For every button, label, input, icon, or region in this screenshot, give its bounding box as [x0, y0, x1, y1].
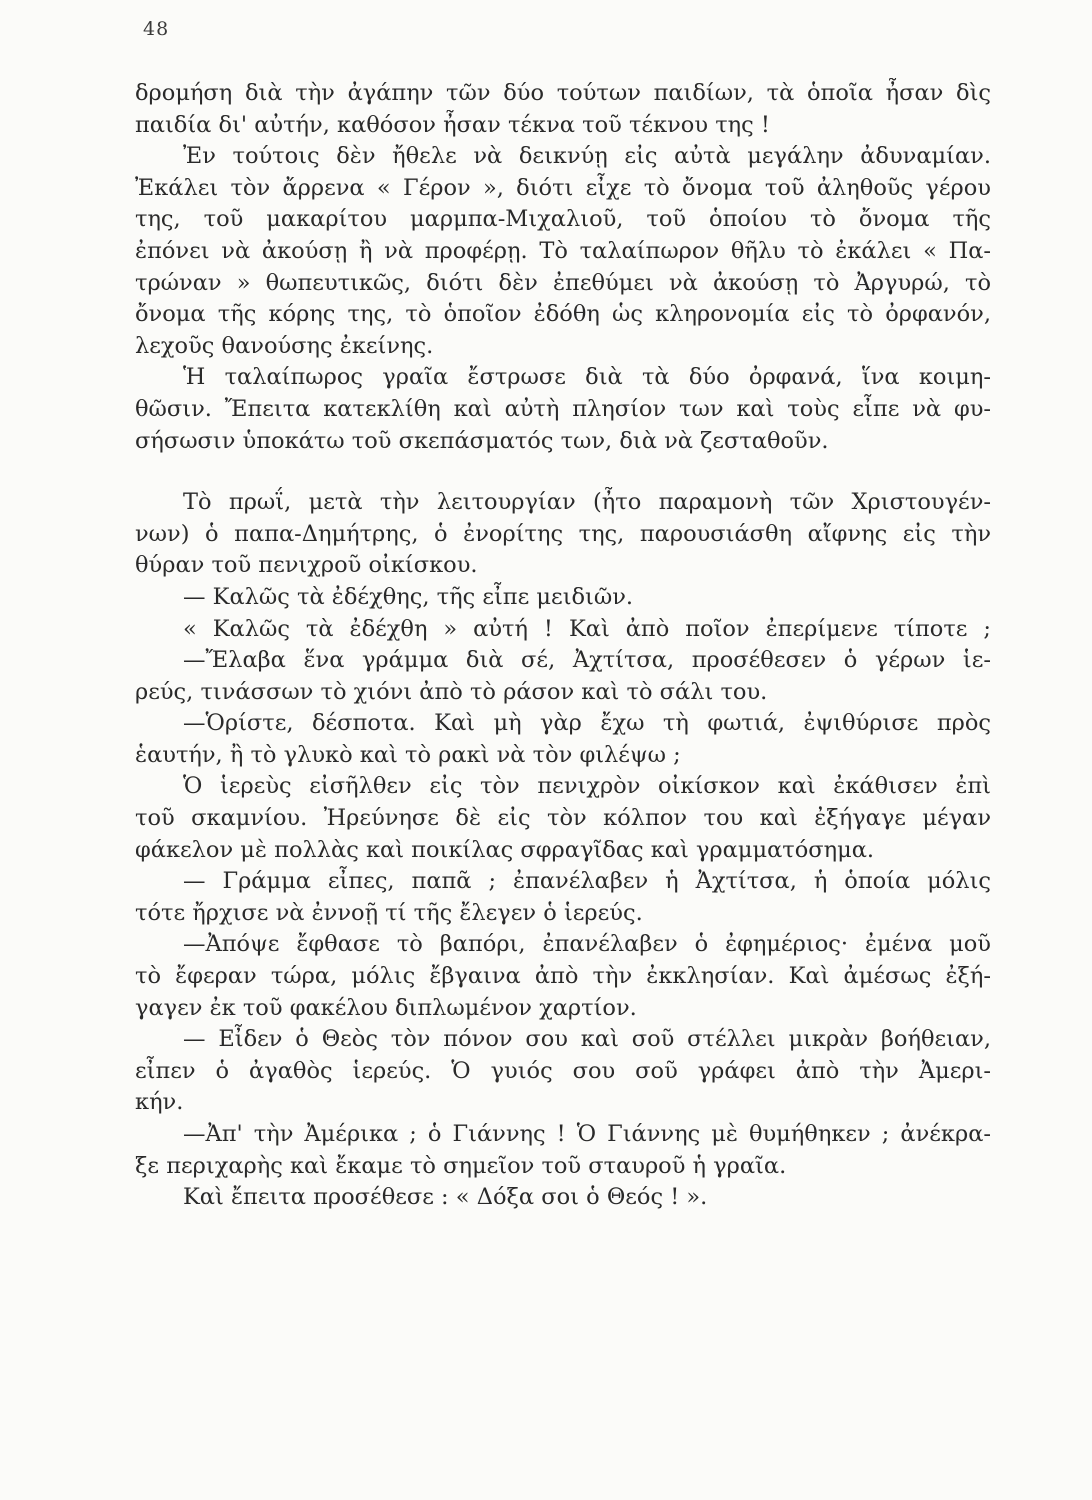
text-line: —Ἀπόψε ἔφθασε τὸ βαπόρι, ἐπανέλαβεν ὁ ἐφημέριος· ἐμένα μοῦ: [183, 931, 991, 958]
text-line: —Ἔλαβα ἕνα γράμμα διὰ σέ, Ἀχτίτσα, προσέθεσεν ὁ γέρων ἱε-: [183, 647, 991, 674]
text-line: τότε ἤρχισε νὰ ἐννοῇ τί τῆς ἔλεγεν ὁ ἱερεύς.: [135, 899, 643, 926]
text-line: Ἡ ταλαίπωρος γραῖα ἔστρωσε διὰ τὰ δύο ὀρφανά, ἵνα κοιμη-: [183, 364, 991, 391]
text-line: ρεύς, τινάσσων τὸ χιόνι ἀπὸ τὸ ράσον καὶ τὸ σάλι του.: [135, 678, 768, 705]
text-line: τὸ ἔφεραν τώρα, μόλις ἔβγαινα ἀπὸ τὴν ἐκκλησίαν. Καὶ ἀμέσως ἐξή-: [135, 963, 991, 990]
text-line: τρώναν » θωπευτικῶς, διότι δὲν ἐπεθύμει νὰ ἀκούσῃ τὸ Ἀργυρώ, τὸ: [135, 269, 991, 296]
text-line: —Ὁρίστε, δέσποτα. Καὶ μὴ γὰρ ἔχω τὴ φωτιά, ἐψιθύρισε πρὸς: [183, 710, 991, 737]
text-line: —Ἀπ' τὴν Ἀμέρικα ; ὁ Γιάννης ! Ὁ Γιάννης μὲ θυμήθηκεν ; ἀνέκρα-: [183, 1121, 991, 1147]
text-line: Ὁ ἱερεὺς εἰσῆλθεν εἰς τὸν πενιχρὸν οἰκίσκον καὶ ἐκάθισεν ἐπὶ: [183, 773, 991, 800]
text-line: ὄνομα τῆς κόρης της, τὸ ὁποῖον ἐδόθη ὡς κληρονομία εἰς τὸ ὀρφανόν,: [135, 301, 991, 328]
text-line: εἶπεν ὁ ἀγαθὸς ἱερεύς. Ὁ γυιός σου σοῦ γράφει ἀπὸ τὴν Ἀμερι-: [135, 1057, 991, 1084]
text-line: λεχοῦς θανούσης ἐκείνης.: [135, 332, 434, 359]
text-line: νων) ὁ παπα-Δημήτρης, ὁ ἐνορίτης της, παρουσιάσθη αἴφνης εἰς τὴν: [135, 520, 991, 547]
paragraph-group-1: [135, 78, 991, 457]
text-line: της, τοῦ μακαρίτου μαρμπα-Μιχαλιοῦ, τοῦ ὁποίου τὸ ὄνομα τῆς: [135, 206, 991, 233]
text-line: τοῦ σκαμνίου. Ἠρεύνησε δὲ εἰς τὸν κόλπον του καὶ ἐξήγαγε μέγαν: [135, 805, 991, 832]
text-line: ἐπόνει νὰ ἀκούσῃ ἢ νὰ προφέρῃ. Τὸ ταλαίπωρον θῆλυ τὸ ἐκάλει « Πα-: [135, 237, 991, 264]
text-line: ξε περιχαρὴς καὶ ἔκαμε τὸ σημεῖον τοῦ σταυροῦ ἡ γραῖα.: [135, 1152, 787, 1179]
text-line: Ἐν τούτοις δὲν ἤθελε νὰ δεικνύῃ εἰς αὐτὰ μεγάλην ἀδυναμίαν.: [183, 143, 991, 170]
section-gap: [135, 457, 991, 487]
text-line: φάκελον μὲ πολλὰς καὶ ποικίλας σφραγῖδας καὶ γραμματόσημα.: [135, 836, 875, 863]
text-line: — Γράμμα εἶπες, παπᾶ ; ἐπανέλαβεν ἡ Ἀχτίτσα, ἡ ὁποία μόλις: [183, 868, 991, 895]
text-line: δρομήση διὰ τὴν ἀγάπην τῶν δύο τούτων παιδίων, τὰ ὁποῖα ἦσαν δὶς: [135, 80, 991, 106]
text-line: Τὸ πρωΐ, μετὰ τὴν λειτουργίαν (ἦτο παραμονὴ τῶν Χριστουγέν-: [183, 489, 991, 516]
paragraph-group-2: [135, 487, 991, 1214]
text-line: « Καλῶς τὰ ἐδέχθη » αὐτή ! Καὶ ἀπὸ ποῖον ἐπερίμενε τίποτε ;: [183, 615, 991, 642]
text-line: ἑαυτήν, ἢ τὸ γλυκὸ καὶ τὸ ρακὶ νὰ τὸν φιλέψω ;: [135, 741, 681, 768]
text-line: σήσωσιν ὑποκάτω τοῦ σκεπάσματός των, διὰ νὰ ζεσταθοῦν.: [135, 427, 829, 454]
text-line: Καὶ ἔπειτα προσέθεσε : « Δόξα σοι ὁ Θεός ! ».: [183, 1184, 708, 1211]
body-text: [135, 78, 991, 1214]
text-line: — Καλῶς τὰ ἐδέχθης, τῆς εἶπε μειδιῶν.: [183, 583, 634, 610]
page-number: 48: [143, 18, 170, 40]
text-line: — Εἶδεν ὁ Θεὸς τὸν πόνον σου καὶ σοῦ στέλλει μικρὰν βοήθειαν,: [183, 1026, 991, 1053]
text-line: κήν.: [135, 1089, 184, 1116]
text-line: παιδία δι' αὐτήν, καθόσον ἦσαν τέκνα τοῦ τέκνου της !: [135, 111, 770, 138]
text-line: γαγεν ἐκ τοῦ φακέλου διπλωμένον χαρτίον.: [135, 994, 637, 1021]
text-line: θῶσιν. Ἔπειτα κατεκλίθη καὶ αὐτὴ πλησίον των καὶ τοὺς εἶπε νὰ φυ-: [135, 395, 991, 422]
text-line: θύραν τοῦ πενιχροῦ οἰκίσκου.: [135, 552, 478, 579]
text-line: Ἐκάλει τὸν ἄρρενα « Γέρον », διότι εἶχε τὸ ὄνομα τοῦ ἀληθοῦς γέρου: [135, 174, 991, 201]
